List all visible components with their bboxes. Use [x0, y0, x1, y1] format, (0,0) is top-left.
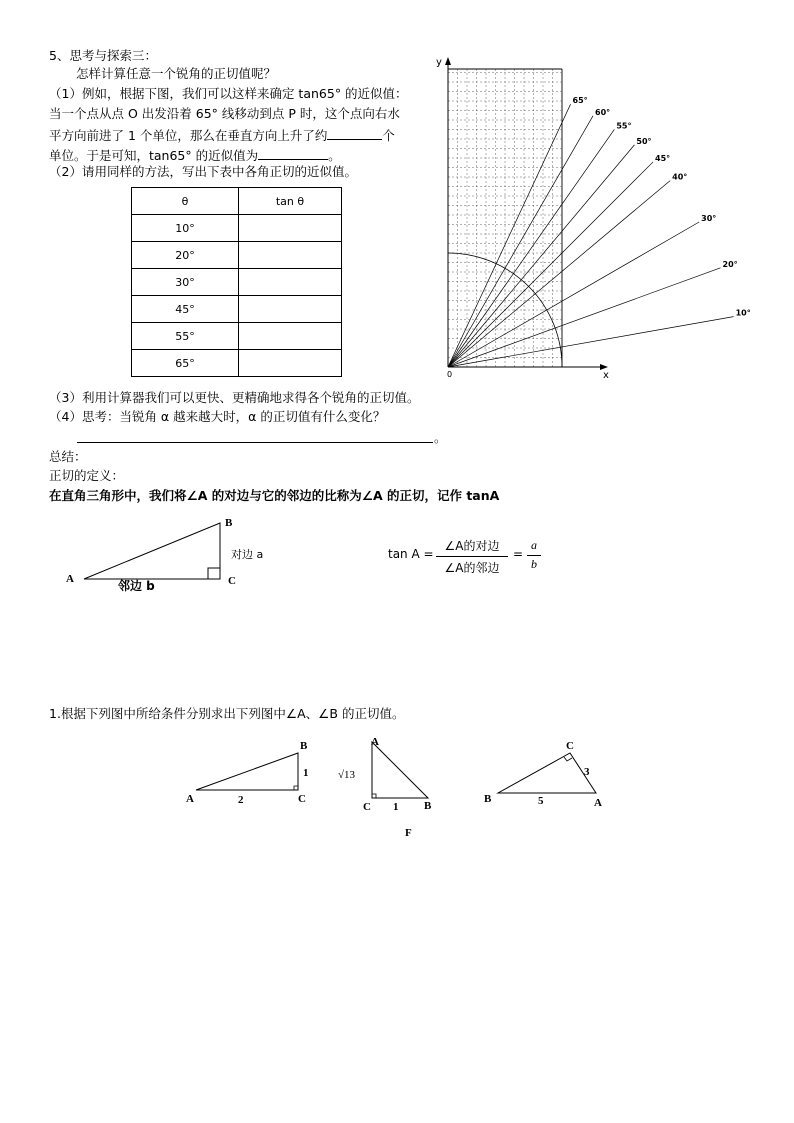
table-cell-value[interactable] — [239, 215, 342, 242]
formula-ab — [527, 538, 541, 572]
table-cell-angle: 30° — [132, 269, 239, 296]
paragraph-3: （3）利用计算器我们可以更快、更精确地求得各个锐角的正切值。 — [49, 390, 420, 405]
table-header-row — [132, 188, 342, 215]
angle-ray-50 — [448, 145, 634, 367]
fig1-vertex-b: B — [300, 740, 308, 752]
exercise-figure-1 — [180, 735, 320, 815]
table-row — [132, 350, 342, 377]
table-cell-angle: 55° — [132, 323, 239, 350]
fig1-side-ac: 2 — [238, 794, 244, 806]
formula-numerator: ∠A的对边 — [444, 539, 500, 553]
grid-lines — [448, 69, 562, 367]
answer-line-think[interactable] — [77, 442, 433, 443]
table-cell-angle: 10° — [132, 215, 239, 242]
angle-rays — [448, 96, 751, 367]
adjacent-side-label: 邻边 b — [118, 579, 155, 593]
table-row — [132, 296, 342, 323]
table-cell-value[interactable] — [239, 296, 342, 323]
y-axis-arrow-icon — [445, 57, 451, 65]
angle-label-10: 10° — [735, 308, 751, 318]
fig3-vertex-c: C — [566, 740, 574, 752]
formula-a: a — [531, 538, 537, 552]
formula-equals: = — [513, 547, 524, 561]
angle-label-55: 55° — [616, 121, 632, 131]
table-row — [132, 269, 342, 296]
paragraph-1-line-3-unit: 个 — [382, 128, 395, 143]
paragraph-1-line-1: （1）例如，根据下图，我们可以这样来确定 tan65° 的近似值： — [49, 86, 408, 101]
triangle-2 — [372, 742, 428, 798]
angle-label-45: 45° — [655, 153, 671, 163]
table-cell-value[interactable] — [239, 350, 342, 377]
tangent-table — [131, 187, 342, 377]
paragraph-1-line-3-text: 平方向前进了 1 个单位，那么在垂直方向上升了约 — [49, 128, 328, 143]
vertex-a-label: A — [66, 573, 74, 585]
formula-b: b — [527, 555, 541, 572]
section-question: 怎样计算任意一个锐角的正切值呢？ — [76, 66, 277, 81]
vertex-b-label: B — [225, 517, 233, 529]
angle-label-20: 20° — [722, 259, 738, 269]
table-cell-value[interactable] — [239, 242, 342, 269]
paragraph-1-line-4-text: 单位。于是可知，tan65° 的近似值为 — [49, 148, 259, 163]
fig3-vertex-b: B — [484, 793, 492, 805]
fig1-side-bc: 1 — [303, 767, 309, 779]
summary-title: 总结： — [49, 449, 87, 464]
angle-ray-60 — [448, 116, 593, 367]
paragraph-4: （4）思考：当锐角 α 越来越大时，α 的正切值有什么变化？ — [49, 409, 386, 424]
right-angle-mark — [208, 568, 220, 579]
right-angle-mark-2 — [372, 794, 376, 798]
right-angle-mark-1 — [294, 786, 298, 790]
angle-label-60: 60° — [595, 107, 611, 117]
fig1-vertex-c: C — [298, 793, 306, 805]
angle-label-65: 65° — [572, 96, 588, 106]
table-header-theta: θ — [132, 188, 239, 215]
angle-label-30: 30° — [701, 214, 717, 223]
formula-denominator: ∠A的邻边 — [436, 556, 508, 576]
formula-lhs: tan A = — [388, 547, 434, 561]
paragraph-1-line-2: 当一个点从点 O 出发沿着 65° 线移动到点 P 时，这个点向右水 — [49, 106, 400, 121]
angle-label-50: 50° — [636, 136, 652, 146]
table-row — [132, 323, 342, 350]
paragraph-1-line-3 — [49, 128, 395, 143]
answer-blank-tan65[interactable] — [258, 148, 328, 160]
paragraph-4-end: 。 — [434, 430, 447, 445]
definition-title: 正切的定义： — [49, 468, 125, 483]
fig2-vertex-c: C — [363, 801, 371, 813]
x-axis-label: x — [603, 370, 609, 381]
fig3-side-ca: 3 — [584, 766, 590, 778]
definition-triangle — [60, 512, 264, 593]
answer-blank-rise[interactable] — [327, 128, 382, 140]
table-cell-value[interactable] — [239, 269, 342, 296]
triangle-3 — [498, 753, 596, 793]
fig2-vertex-b: B — [424, 800, 432, 812]
fig1-vertex-a: A — [186, 793, 194, 805]
angle-ray-20 — [448, 268, 721, 367]
paragraph-1-line-4-end: 。 — [328, 148, 341, 163]
table-cell-value[interactable] — [239, 323, 342, 350]
y-axis-label: y — [436, 57, 442, 68]
table-cell-angle: 45° — [132, 296, 239, 323]
vertex-c-label: C — [228, 575, 236, 587]
angle-label-40: 40° — [672, 172, 688, 182]
definition-text: 在直角三角形中，我们将∠A 的对边与它的邻边的比称为∠A 的正切，记作 tanA — [49, 488, 500, 503]
fig2-caption: F — [405, 827, 412, 839]
origin-label: 0 — [447, 370, 453, 379]
section-heading: 5、思考与探索三： — [49, 48, 157, 63]
exercise-text: 1.根据下列图中所给条件分别求出下列图中∠A、∠B 的正切值。 — [49, 706, 405, 721]
right-angle-mark-3 — [564, 757, 572, 761]
table-cell-angle: 65° — [132, 350, 239, 377]
fig2-side-cb: 1 — [393, 801, 399, 813]
table-row — [132, 242, 342, 269]
triangle-1 — [196, 753, 298, 790]
fig3-vertex-a: A — [594, 797, 602, 809]
fig2-side-ac: √13 — [338, 769, 356, 781]
table-row — [132, 215, 342, 242]
paragraph-2: （2）请用同样的方法，写出下表中各角正切的近似值。 — [49, 164, 357, 179]
table-cell-angle: 20° — [132, 242, 239, 269]
triangle-abc — [84, 523, 220, 579]
exercise-figure-2 — [335, 732, 435, 842]
table-header-tan: tan θ — [239, 188, 342, 215]
angle-grid-figure — [430, 55, 751, 385]
exercise-figure-3 — [478, 735, 618, 815]
angle-ray-65 — [448, 104, 571, 367]
paragraph-1-line-4 — [49, 148, 341, 163]
opposite-side-label: 对边 a — [231, 548, 264, 561]
formula-ratio — [436, 537, 508, 576]
fig2-vertex-a: A — [371, 736, 379, 748]
fig3-side-ab: 5 — [538, 795, 544, 807]
